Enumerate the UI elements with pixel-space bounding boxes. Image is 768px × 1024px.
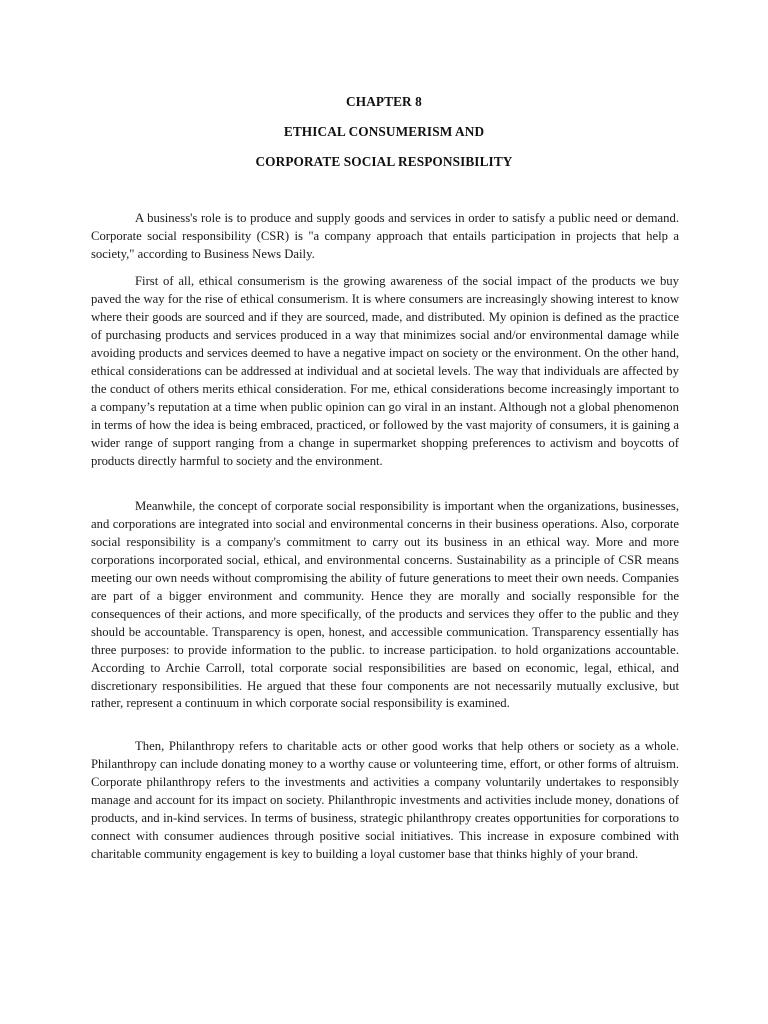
paragraph-intro: A business's role is to produce and supply goods and services in order to satisfy a public need or demand. Corporate social responsibility (CSR) is "a company approach that entails participation in projects that help a society," according to Business News Daily. xyxy=(91,211,679,261)
chapter-number: CHAPTER 8 xyxy=(346,94,422,109)
chapter-title-line-1: ETHICAL CONSUMERISM AND xyxy=(283,124,485,139)
paragraph-ethical-consumerism: First of all, ethical consumerism is the growing awareness of the social impact of the products we buy paved the way for the rise of ethical consumerism. It is where consumers are increasingly showing interest to know where their goods are sourced and if they are sourced, made, and distributed. My opinion is defined as the practice of purchasing products and services produced in a way that minimizes social and/or environmental damage while avoiding products and services deemed to have a negative impact on society or the environment. On the other hand, ethical considerations can be addressed at individual and at societal levels. The way that individuals are affected by the conduct of others merits ethical consideration. For me, ethical considerations become increasingly important to a company’s reputation at a time when public opinion can go viral in an instant. Although not a global phenomenon in terms of how the idea is being embraced, practiced, or followed by the vast majority of consumers, it is gaining a wider range of support ranging from a change in supermarket shopping preferences to activism and boycotts of products directly harmful to society and the environment. xyxy=(91,274,679,468)
chapter-title-line-2: CORPORATE SOCIAL RESPONSIBILITY xyxy=(255,154,513,169)
paragraph-philanthropy: Then, Philanthropy refers to charitable acts or other good works that help others or society as a whole. Philanthropy can include donating money to a worthy cause or volunteering time, effort, or other forms of altruism. Corporate philanthropy refers to the investments and activities a company voluntarily undertakes to responsibly manage and account for its impact on society. Philanthropic investments and activities include money, donations of products, and in-kind services. In terms of business, strategic philanthropy creates opportunities for corporations to connect with consumer audiences through positive social initiatives. This increase in exposure combined with charitable community engagement is key to building a loyal customer base that thinks highly of your brand. xyxy=(91,739,679,861)
paragraph-corporate-social-responsibility: Meanwhile, the concept of corporate social responsibility is important when the organizations, businesses, and corporations are integrated into social and environmental concerns in their business operations. Also, corporate social responsibility is a company's commitment to carry out its business in an ethical way. More and more corporations incorporated social, ethical, and environmental concerns. Sustainability as a principle of CSR means meeting our own needs without compromising the ability of future generations to meet their own needs. Companies are part of a bigger environment and community. Hence they are morally and socially responsible for the consequences of their actions, and more specifically, of the products and services they offer to the public and they should be accountable. Transparency is open, honest, and accessible communication. Transparency essentially has three purposes: to provide information to the public. to increase participation. to hold organizations accountable. According to Archie Carroll, total corporate social responsibilities are based on economic, legal, ethical, and discretionary responsibilities. He argued that these four components are not necessarily mutually exclusive, but rather, represent a continuum in which corporate social responsibility is examined. xyxy=(91,499,679,711)
